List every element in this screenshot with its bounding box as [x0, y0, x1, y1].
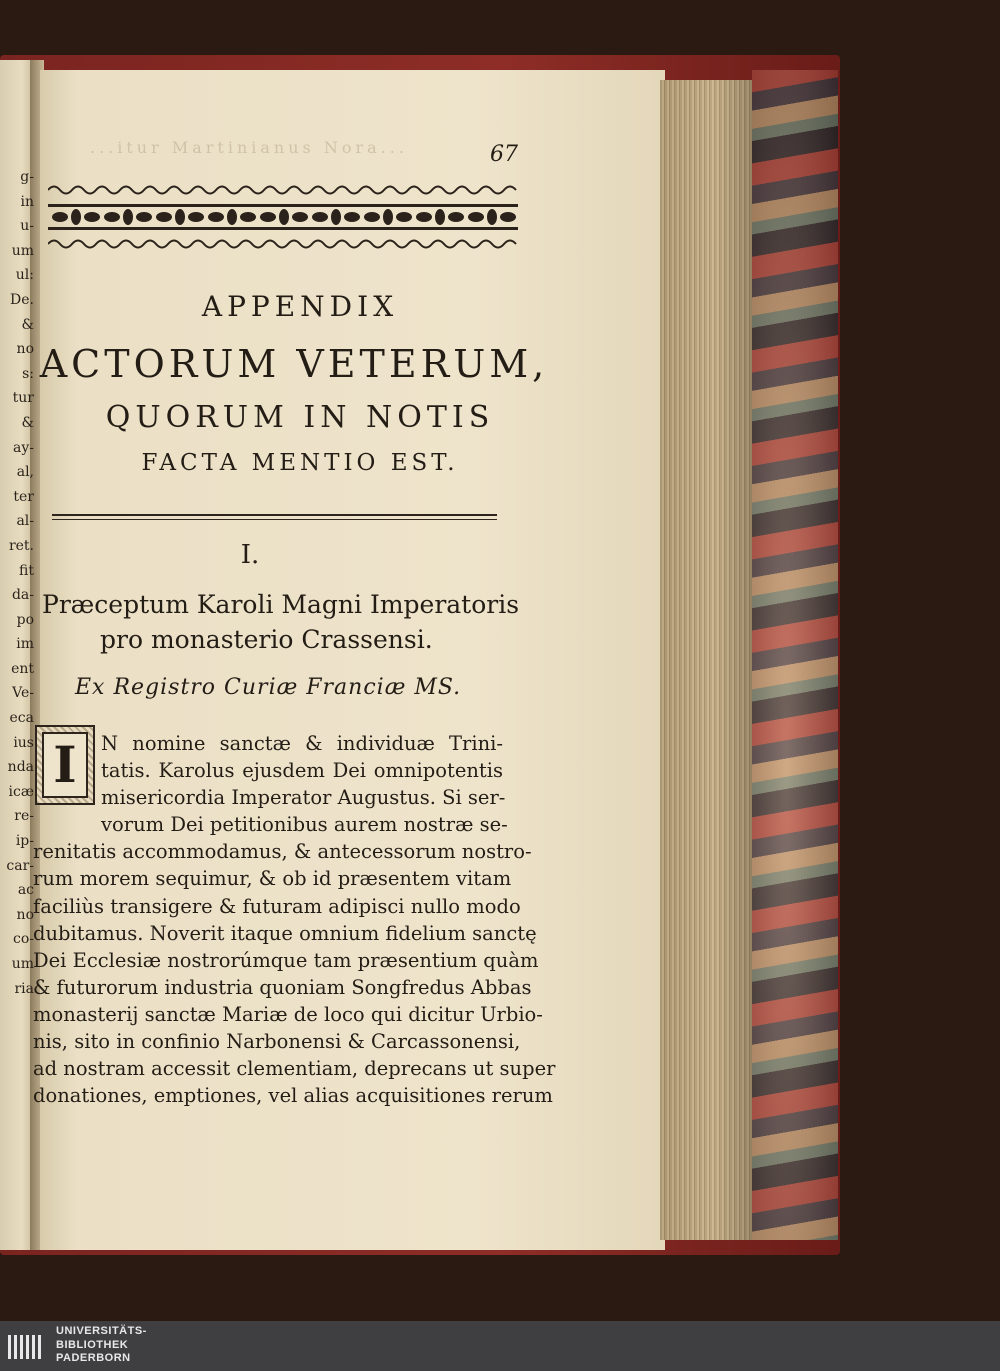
body-line: rum morem sequimur, & ob id præsentem vitam: [33, 867, 512, 891]
left-margin-fragment: ent: [11, 660, 34, 677]
body-line: misericordia Imperator Augustus. Si ser-: [101, 786, 506, 810]
source-citation: Ex Registro Curiæ Franciæ MS.: [75, 675, 462, 700]
title-rule: [52, 514, 497, 520]
body-text: [33, 730, 556, 1109]
title-line-facta: FACTA MENTIO EST.: [141, 450, 459, 476]
left-margin-fragment: ip-: [15, 833, 34, 850]
left-margin-fragment: De.: [10, 291, 34, 308]
decorated-initial: [35, 725, 95, 805]
library-footer: [0, 1321, 1000, 1371]
left-margin-fragment: Ve-: [12, 685, 34, 702]
left-margin-fragment: &: [21, 316, 34, 333]
left-margin-fragment: im: [16, 636, 34, 653]
left-margin-fragment: in: [20, 193, 34, 210]
left-margin-fragment: car-: [6, 857, 34, 874]
ornamental-headpiece: [48, 182, 518, 252]
left-margin-fragment: tur: [12, 390, 34, 407]
left-margin-fragment: no: [16, 341, 34, 358]
left-margin-fragment: ius: [13, 734, 34, 751]
title-line-actorum: ACTORUM VETERUM,: [39, 342, 549, 386]
fore-edge-shading: [660, 80, 752, 1240]
heading-line-2: pro monasterio Crassensi.: [100, 625, 433, 654]
initial-letter: I: [42, 732, 88, 798]
body-line: renitatis accommodamus, & antecessorum nostro-: [33, 840, 532, 864]
library-name-line-3: PADERBORN: [56, 1352, 131, 1364]
left-margin-fragment: ay-: [13, 439, 34, 456]
left-margin-fragment: fit: [19, 562, 34, 579]
library-name: [56, 1325, 147, 1366]
left-margin-fragment: no: [16, 906, 34, 923]
left-margin-fragment: &: [21, 414, 34, 431]
body-line: faciliùs transigere & futuram adipisci nullo modo: [33, 894, 521, 918]
left-margin-fragment: al-: [16, 513, 34, 530]
left-margin-fragment: icæ: [8, 783, 34, 800]
left-margin-fragment: nda: [7, 759, 34, 776]
left-margin-fragment: ter: [13, 488, 34, 505]
left-margin-fragment: da-: [11, 587, 34, 604]
left-margin-fragment: eca: [9, 710, 34, 727]
left-margin-fragment: ul:: [15, 267, 34, 284]
body-line: & futurorum industria quoniam Songfredus Abbas: [33, 975, 532, 999]
left-margin-fragment: g-: [20, 169, 34, 185]
left-margin-fragment: po: [16, 611, 34, 628]
page-content: [33, 70, 660, 1250]
left-margin-fragment: co-: [13, 931, 34, 948]
left-margin-fragment: al,: [16, 464, 34, 481]
section-numeral: I.: [240, 540, 260, 570]
left-margin-fragment: s:: [22, 365, 34, 382]
body-line: tatis. Karolus ejusdem Dei omnipotentis: [101, 759, 503, 783]
left-margin-fragment: ac: [17, 882, 34, 899]
marble-shading: [752, 70, 838, 1240]
library-name-line-2: BIBLIOTHEK: [56, 1338, 129, 1351]
left-margin-fragment: ret.: [8, 537, 34, 554]
body-line: ad nostram accessit clementiam, deprecans ut super: [33, 1057, 556, 1081]
left-margin-fragment: u-: [20, 218, 34, 235]
body-line: Dei Ecclesiæ nostrorúmque tam præsentium quàm: [33, 948, 539, 972]
bleed-through-running-head: ...itur Martinianus Nora...: [90, 138, 408, 157]
body-line: N nomine sanctæ & individuæ Trini-: [101, 732, 503, 755]
title-line-quorum: QUORUM IN NOTIS: [105, 400, 495, 435]
library-name-line-1: UNIVERSITÄTS-: [56, 1325, 147, 1337]
left-margin-fragment: um: [11, 956, 34, 972]
body-line: monasterij sanctæ Mariæ de loco qui dicitur Urbio-: [33, 1002, 543, 1026]
body-line: donationes, emptiones, vel alias acquisitiones rerum: [33, 1084, 553, 1108]
left-margin-fragment: re-: [14, 808, 34, 825]
left-page-text-fragments: [0, 165, 34, 1001]
body-line: vorum Dei petitionibus aurem nostræ se-: [101, 813, 508, 837]
page-number: 67: [490, 142, 518, 167]
heading-line-1: Præceptum Karoli Magni Imperatoris: [42, 590, 520, 619]
body-line: nis, sito in confinio Narbonensi & Carcassonensi,: [33, 1030, 521, 1054]
body-line: dubitamus. Noverit itaque omnium fidelium sanctę: [33, 921, 537, 945]
library-logo-icon: [6, 1331, 46, 1363]
title-line-appendix: APPENDIX: [201, 290, 399, 323]
left-margin-fragment: ria: [14, 980, 34, 997]
left-margin-fragment: um: [11, 242, 34, 259]
